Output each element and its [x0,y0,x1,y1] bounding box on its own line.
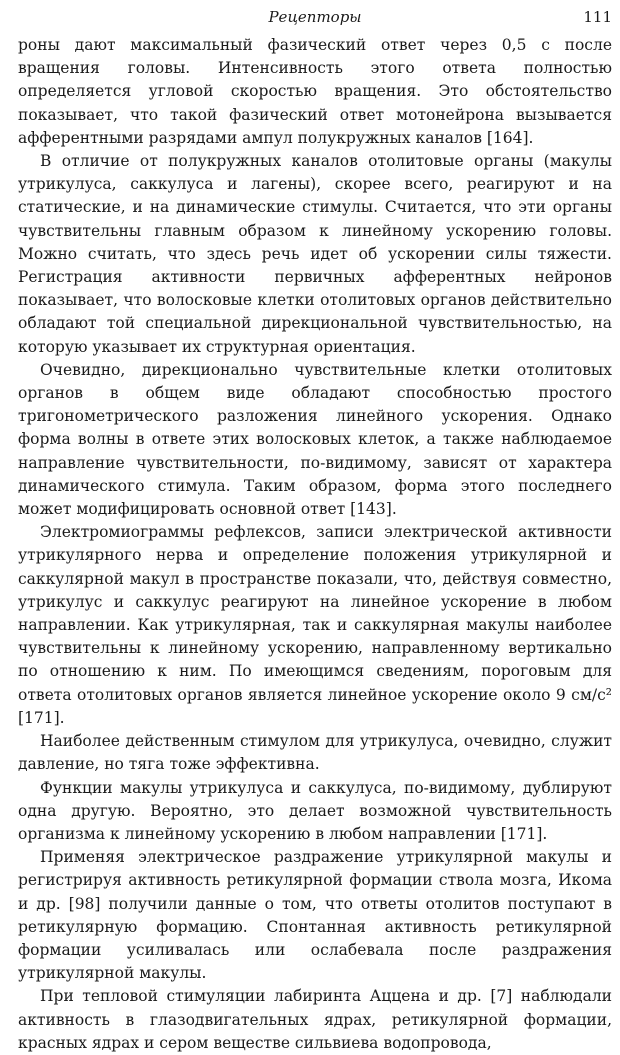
body-text [18,34,612,1055]
paragraph-3: Очевидно, дирекционально чувствительные клетки отолитовых органов в общем виде обладают способностью простого тригонометрического разложения линейного ускорения. Однако форма волны в ответе этих волосковых клеток, а также наблюдаемое направление чувствительности, по-видимому, зависят от характера динамического стимула. Таким образом, форма этого последнего может модифицировать основной ответ [143]. [18,360,612,519]
paragraph-1: роны дают максимальный фазический ответ через 0,5 с после вращения головы. Интенсивность этого ответа полностью определяется угловой скоростью вращения. Это обстоятельство показывает, что такой фазический ответ мотонейрона вызывается афферентными разрядами ампул полукружных каналов [164]. [18,36,612,147]
running-title: Рецепторы [268,8,362,26]
running-head [18,6,612,30]
paragraph-2: В отличие от полукружных каналов отолитовые органы (макулы утрикулуса, саккулуса и лагены), скорее всего, реагируют и на статические, и на динамические стимулы. Считается, что эти органы чувствительны главным образом к линейному ускорению головы. Можно считать, что здесь речь идет об ускорении силы тяжести. Регистрация активности первичных афферентных нейронов показывает, что волосковые клетки отолитовых органов действительно обладают той специальной дирекциональной чувствительностью, на которую указывает их структурная ориентация. [18,152,612,356]
paragraph-6: Функции макулы утрикулуса и саккулуса, по-видимому, дублируют одна другую. Вероятно, это делает возможной чувствительность организма к линейному ускорению в любом направлении [171]. [18,778,612,843]
paragraph-5: Наиболее действенным стимулом для утрикулуса, очевидно, служит давление, но тяга тоже эффективна. [18,732,612,774]
paragraph-8: При тепловой стимуляции лабиринта Аццена и др. [7] наблюдали активность в глазодвигательных ядрах, ретикулярной формации, красных ядрах и сером веществе сильвиева водопровода, [18,987,612,1052]
paragraph-7: Применяя электрическое раздражение утрикулярной макулы и регистрируя активность ретикулярной формации ствола мозга, Икома и др. [98] получили данные о том, что ответы отолитов поступают в ретикулярную формацию. Спонтанная активность ретикулярной формации усиливалась или ослабевала после раздражения утрикулярной макулы. [18,848,612,983]
paragraph-4: Электромиограммы рефлексов, записи электрической активности утрикулярного нерва и определение положения утрикулярной и саккулярной макул в пространстве показали, что, действуя совместно, утрикулус и саккулус реагируют на линейное ускорение в любом направлении. Как утрикулярная, так и саккулярная макулы наиболее чувствительны к линейному ускорению, направленному вертикально по отношению к ним. По имеющимся сведениям, пороговым для ответа отолитовых органов является линейное ускорение около 9 см/с² [171]. [18,523,612,727]
page-number: 111 [583,8,612,26]
